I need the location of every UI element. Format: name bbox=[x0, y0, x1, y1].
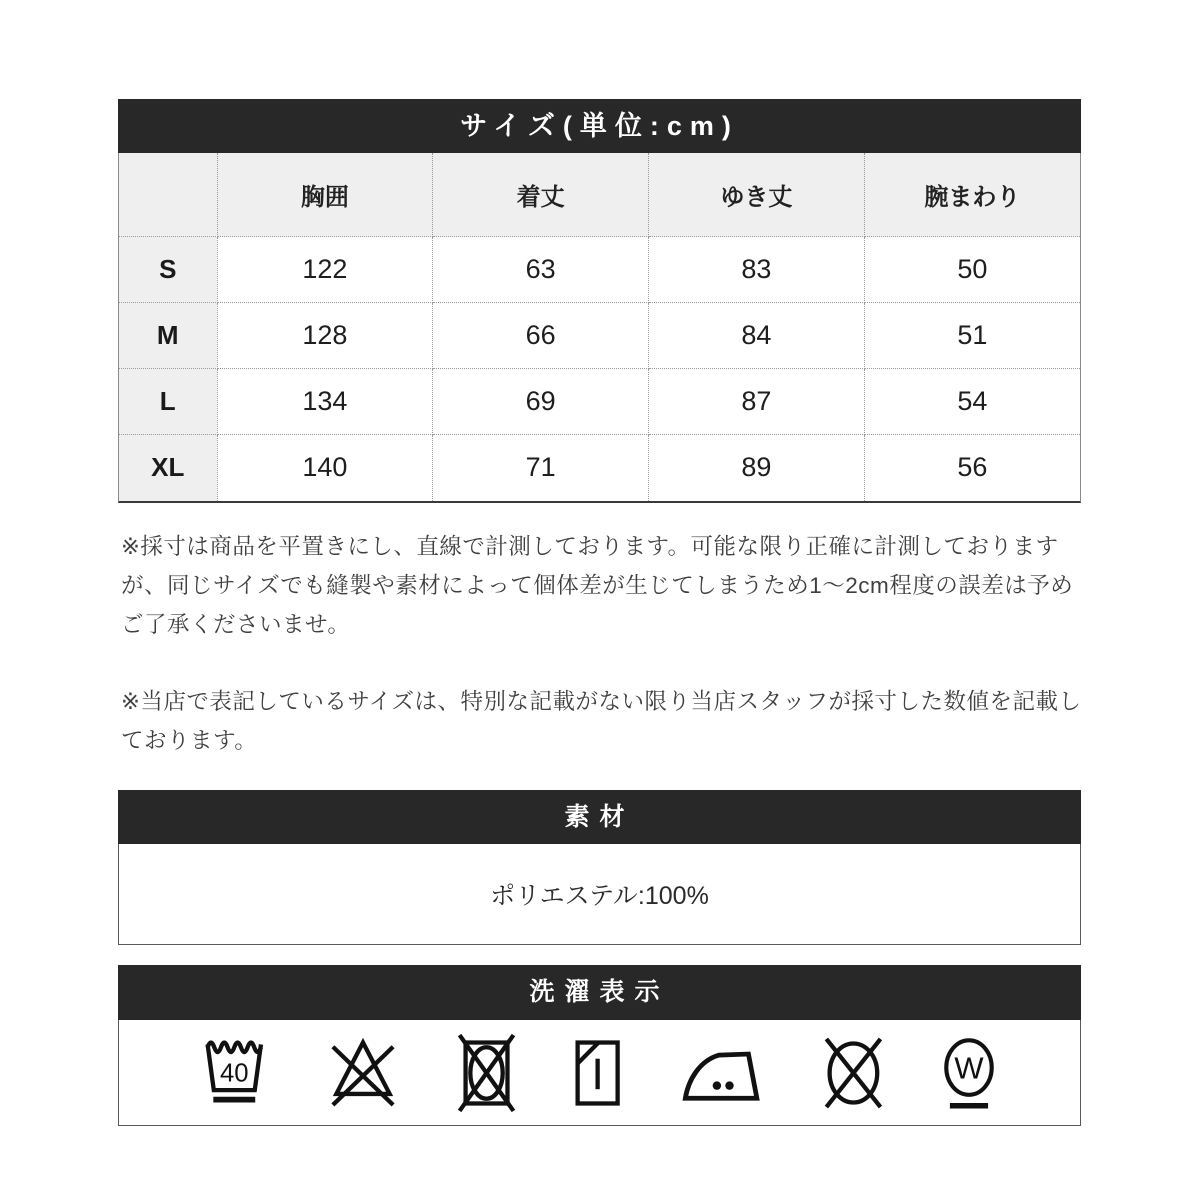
size-table bbox=[119, 153, 1080, 501]
size-table-wrap bbox=[118, 153, 1081, 503]
size-section bbox=[118, 99, 1081, 503]
row-label-m: M bbox=[119, 303, 217, 369]
table-row-s bbox=[119, 237, 1080, 303]
cell-xl-chest: 140 bbox=[217, 435, 433, 501]
do-not-bleach-icon bbox=[323, 1033, 403, 1113]
corner-cell bbox=[119, 153, 217, 237]
do-not-dry-clean-icon bbox=[822, 1033, 885, 1113]
note-staff-measured: ※当店で表記しているサイズは、特別な記載がない限り当店スタッフが採寸した数値を記載しております。 bbox=[121, 689, 1082, 753]
material-section bbox=[118, 790, 1081, 945]
do-not-tumble-dry-icon bbox=[457, 1033, 516, 1113]
cell-l-sleeve: 87 bbox=[649, 369, 865, 435]
table-row-m bbox=[119, 303, 1080, 369]
cell-s-arm: 50 bbox=[864, 237, 1080, 303]
svg-text:W: W bbox=[953, 1049, 984, 1085]
svg-text:40: 40 bbox=[220, 1059, 250, 1088]
iron-medium-icon bbox=[679, 1033, 767, 1113]
row-label-xl: XL bbox=[119, 435, 217, 501]
cell-l-chest: 134 bbox=[217, 369, 433, 435]
material-section-title: 素材 bbox=[118, 790, 1081, 844]
size-table-header-row bbox=[119, 153, 1080, 237]
cell-xl-length: 71 bbox=[433, 435, 649, 501]
cell-m-arm: 51 bbox=[864, 303, 1080, 369]
note-measurement: ※採寸は商品を平置きにし、直線で計測しております。可能な限り正確に計測しておりますが、同じサイズでも縫製や素材によって個体差が生じてしまうため1〜2cm程度の誤差は予めご了承くださいませ。 bbox=[121, 534, 1074, 637]
care-symbols-row bbox=[118, 1020, 1081, 1126]
care-section bbox=[118, 965, 1081, 1126]
cell-m-sleeve: 84 bbox=[649, 303, 865, 369]
table-row-xl bbox=[119, 435, 1080, 501]
material-value: ポリエステル:100% bbox=[118, 844, 1081, 945]
column-header-arm: 腕まわり bbox=[864, 153, 1080, 237]
column-header-length: 着丈 bbox=[433, 153, 649, 237]
column-header-sleeve: ゆき丈 bbox=[649, 153, 865, 237]
wash-40-gentle-icon bbox=[200, 1033, 269, 1113]
cell-m-chest: 128 bbox=[217, 303, 433, 369]
row-label-s: S bbox=[119, 237, 217, 303]
cell-l-arm: 54 bbox=[864, 369, 1080, 435]
cell-s-sleeve: 83 bbox=[649, 237, 865, 303]
cell-m-length: 66 bbox=[433, 303, 649, 369]
cell-s-chest: 122 bbox=[217, 237, 433, 303]
line-dry-in-shade-icon bbox=[570, 1033, 625, 1113]
row-label-l: L bbox=[119, 369, 217, 435]
care-section-title: 洗濯表示 bbox=[118, 965, 1081, 1020]
cell-xl-arm: 56 bbox=[864, 435, 1080, 501]
cell-s-length: 63 bbox=[433, 237, 649, 303]
size-section-title: サイズ(単位:cm) bbox=[118, 99, 1081, 153]
wet-clean-gentle-icon bbox=[939, 1033, 999, 1113]
column-header-chest: 胸囲 bbox=[217, 153, 433, 237]
table-row-l bbox=[119, 369, 1080, 435]
cell-l-length: 69 bbox=[433, 369, 649, 435]
cell-xl-sleeve: 89 bbox=[649, 435, 865, 501]
